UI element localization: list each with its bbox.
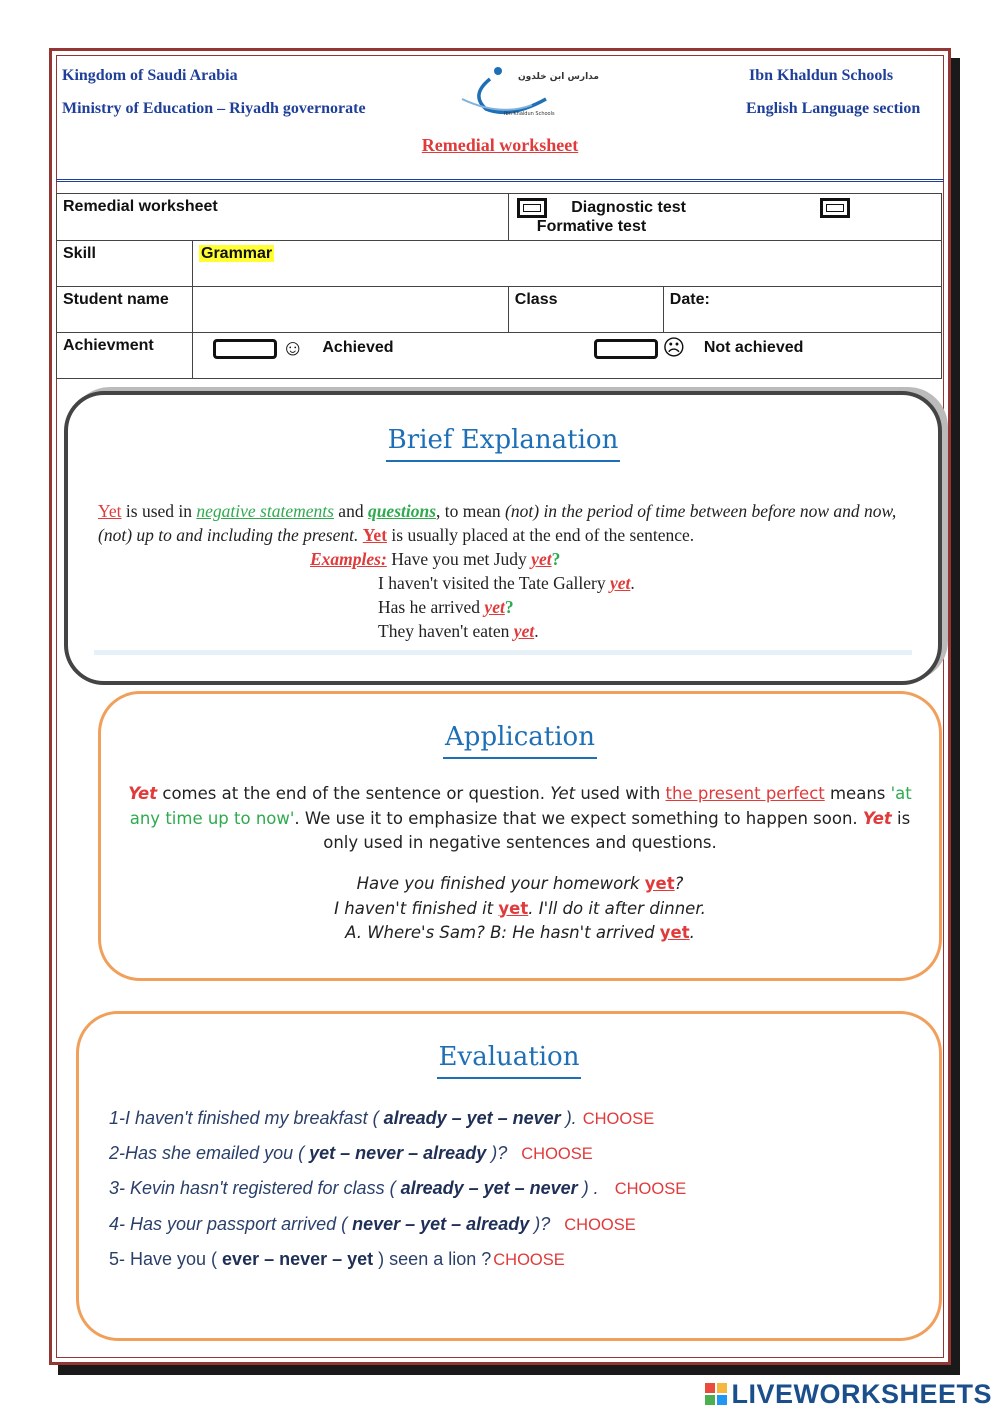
brief-definition: (not) in the period of time between before now and now, (not) up to and including the present. (98, 501, 897, 545)
example-2-a: I haven't visited the Tate Gallery (378, 573, 610, 593)
header-country: Kingdom of Saudi Arabia (62, 67, 238, 84)
brief-negative-statements: negative statements (196, 501, 334, 521)
brief-example-2 (378, 571, 635, 595)
label-class: Class (514, 291, 558, 308)
brief-example-4 (378, 619, 539, 643)
liveworksheets-footer[interactable] (705, 1378, 992, 1410)
q3-options: already – yet – never (400, 1178, 578, 1198)
brief-text-2: is used in (121, 501, 197, 521)
skill-value: Grammar (201, 245, 273, 262)
brief-title-text: Brief Explanation (386, 425, 621, 462)
cell-remedial (57, 194, 509, 241)
question-5 (109, 1249, 565, 1270)
app-ex1-c: ? (674, 874, 684, 893)
question-3 (109, 1178, 686, 1199)
brief-text-6: , to mean (436, 501, 506, 521)
brief-examples-line-1 (310, 547, 560, 571)
app-ex3-a: A. Where's Sam? B: He hasn't arrived (345, 923, 660, 942)
q1-choose-dropdown[interactable]: CHOOSE (582, 1110, 655, 1128)
application-title (101, 722, 939, 752)
app-example-2 (101, 897, 939, 922)
q3-choose-dropdown[interactable]: CHOOSE (614, 1180, 687, 1198)
evaluation-title-text: Evaluation (437, 1042, 582, 1079)
app-ex3-c: . (689, 923, 695, 942)
smile-icon: ☺ (281, 335, 304, 360)
example-3-a: Has he arrived (378, 597, 485, 617)
application-title-text: Application (443, 722, 597, 759)
cell-student-label (57, 287, 193, 333)
app-ex2-a: I haven't finished it (334, 898, 499, 918)
class-field[interactable] (508, 287, 663, 333)
q3-text-a: 3- Kevin hasn't registered for class ( (109, 1178, 401, 1198)
brief-bottom-bar (94, 650, 912, 655)
application-paragraph (127, 782, 913, 856)
q5-text-c: ) seen a lion ? (373, 1249, 492, 1269)
example-2-c: . (630, 573, 635, 593)
formative-checkbox[interactable] (820, 198, 850, 218)
question-4 (109, 1214, 636, 1235)
brief-paragraph (98, 499, 898, 547)
label-not-achieved: Not achieved (703, 339, 804, 357)
q4-options: never – yet – already (352, 1214, 530, 1234)
app-example-3 (101, 921, 939, 946)
app-ex1-a: Have you finished your homework (356, 874, 645, 893)
info-row-student (57, 287, 942, 333)
example-3-c: ? (504, 597, 514, 617)
example-2-yet: yet (609, 573, 631, 593)
q4-text-a: 4- Has your passport arrived ( (109, 1214, 353, 1234)
info-row-achievement (57, 333, 942, 379)
app-text-6: means (824, 784, 891, 803)
brief-text-10: is usually placed at the end of the sentence. (387, 525, 695, 545)
q2-text-a: 2-Has she emailed you ( (109, 1143, 310, 1163)
q1-text-a: 1-I haven't finished my breakfast ( (109, 1108, 384, 1128)
liveworksheets-logo-icon (705, 1383, 727, 1405)
cell-tests (508, 194, 941, 241)
logo-text-ar: مدارس ابن خلدون (518, 72, 599, 82)
info-table (56, 193, 942, 379)
q2-text-c: )? (486, 1143, 508, 1163)
application-examples (101, 872, 939, 946)
frown-icon: ☹ (662, 335, 686, 360)
app-text-10: is only used in negative sentences and questions. (323, 808, 911, 852)
worksheet-title (52, 135, 948, 156)
cell-achievement (193, 333, 942, 379)
cell-skill-label (57, 241, 193, 287)
q4-text-c: )? (529, 1214, 551, 1234)
q2-choose-dropdown[interactable]: CHOOSE (521, 1145, 593, 1163)
examples-label: Examples: (310, 549, 387, 569)
app-ex1-yet: yet (644, 874, 675, 893)
q5-choose-dropdown[interactable]: CHOOSE (493, 1251, 565, 1269)
label-achievement: Achievment (63, 337, 154, 354)
header-divider (56, 179, 944, 182)
evaluation-box (76, 1011, 942, 1341)
example-4-a: They haven't eaten (378, 621, 514, 641)
app-any-time: 'at any time up to now' (129, 784, 912, 828)
date-field[interactable] (663, 287, 941, 333)
q4-choose-dropdown[interactable]: CHOOSE (564, 1216, 636, 1234)
label-diagnostic: Diagnostic test (571, 199, 686, 217)
q5-options: ever – never – yet (222, 1249, 374, 1269)
q3-text-c: ) . (577, 1178, 599, 1198)
logo-text-en: Ibn Khaldun Schools (504, 111, 555, 117)
evaluation-title (79, 1042, 939, 1072)
student-name-field[interactable] (193, 287, 509, 333)
app-text-8: . We use it to emphasize that we expect something to happen soon. (294, 808, 863, 828)
brief-explanation-box (64, 391, 942, 685)
info-row-type (57, 194, 942, 241)
example-4-yet: yet (513, 621, 535, 641)
school-logo (460, 65, 599, 117)
example-1-a: Have you met Judy (386, 549, 532, 569)
header-school: Ibn Khaldun Schools (749, 67, 894, 84)
app-ex2-yet: yet (498, 898, 529, 918)
header-ministry: Ministry of Education – Riyadh governorate (62, 100, 366, 117)
brief-title (68, 425, 938, 455)
brief-yet-1: Yet (98, 501, 122, 521)
label-student-name: Student name (63, 291, 169, 308)
example-1-yet: yet (531, 549, 552, 569)
question-2 (109, 1143, 593, 1164)
example-4-c: . (534, 621, 539, 641)
worksheet-page (49, 48, 951, 1365)
label-achieved: Achieved (322, 339, 394, 357)
label-formative: Formative test (536, 218, 647, 235)
example-3-yet: yet (484, 597, 505, 617)
label-remedial: Remedial worksheet (63, 198, 218, 215)
header-section: English Language section (746, 100, 921, 117)
app-text-4: used with (575, 784, 666, 803)
q5-text-a: 5- Have you ( (109, 1249, 223, 1269)
q1-text-c: ). (560, 1108, 577, 1128)
label-date: Date: (669, 291, 710, 308)
application-box (98, 691, 942, 981)
brief-questions: questions (367, 501, 437, 521)
app-text-2: comes at the end of the sentence or question. (157, 784, 551, 803)
question-1 (109, 1108, 654, 1129)
label-skill: Skill (63, 245, 96, 262)
cell-skill-value (193, 241, 942, 287)
brief-text-4: and (333, 501, 368, 521)
not-achieved-checkbox[interactable] (594, 339, 658, 359)
liveworksheets-brand: LIVEWORKSHEETS (731, 1378, 992, 1409)
app-yet-2: Yet (550, 784, 576, 803)
cell-achievement-label (57, 333, 193, 379)
example-1-c: ? (551, 549, 561, 569)
app-ex2-c: . I'll do it after dinner. (528, 898, 706, 918)
q2-options: yet – never – already (309, 1143, 487, 1163)
app-example-1 (101, 872, 939, 897)
app-yet-3: Yet (862, 808, 892, 828)
diagnostic-checkbox[interactable] (517, 198, 547, 218)
app-ex3-yet: yet (659, 923, 690, 942)
worksheet-title-text: Remedial worksheet (421, 135, 579, 155)
app-yet-1: Yet (128, 784, 158, 803)
info-row-skill (57, 241, 942, 287)
brief-yet-2: Yet (362, 525, 388, 545)
app-present-perfect: the present perfect (665, 784, 825, 803)
q1-options: already – yet – never (383, 1108, 561, 1128)
achieved-checkbox[interactable] (213, 339, 277, 359)
brief-example-3 (378, 595, 514, 619)
